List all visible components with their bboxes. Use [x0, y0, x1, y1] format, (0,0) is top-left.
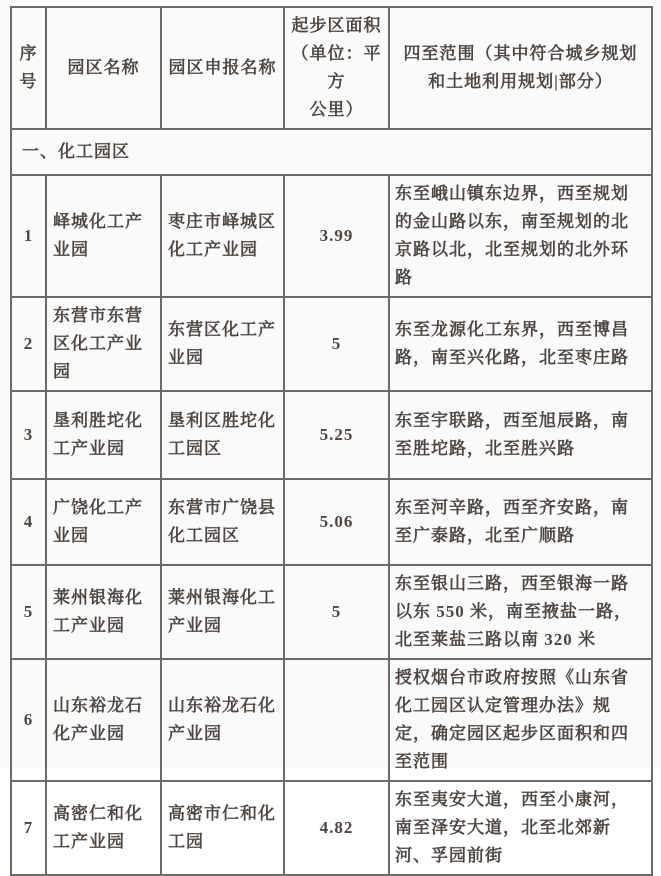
row-no: 7: [11, 781, 46, 875]
boundary-desc: 东至夷安大道，西至小康河，南至泽安大道，北至北郊新河、孚园前街: [389, 781, 652, 875]
boundary-desc: 东至河辛路，西至齐安路，南至广泰路，北至广顺路: [389, 479, 652, 565]
boundary-desc: 东至宇联路，西至旭辰路，南至胜坨路，北至胜兴路: [389, 391, 652, 479]
declared-name: 山东裕龙石化产业园: [161, 659, 284, 781]
row-no: 5: [11, 565, 46, 659]
park-name: 峄城化工产业园: [46, 175, 161, 297]
row-no: 6: [11, 659, 46, 781]
park-name: 广饶化工产业园: [46, 479, 161, 565]
start-area: 5: [284, 565, 389, 659]
section-row: [11, 129, 652, 175]
col-header-no: 序号: [11, 7, 46, 129]
area-header-line1: 起步区面积: [291, 16, 382, 35]
declared-name: 枣庄市峄城区化工产业园: [161, 175, 284, 297]
table-row: [11, 659, 652, 781]
declared-name: 东营市广饶县化工园区: [161, 479, 284, 565]
start-area: 4.82: [284, 781, 389, 875]
row-no: 1: [11, 175, 46, 297]
row-no: 2: [11, 297, 46, 391]
park-name: 高密仁和化工产业园: [46, 781, 161, 875]
declared-name: 莱州银海化工产业园: [161, 565, 284, 659]
col-header-name: 园区名称: [46, 7, 161, 129]
park-name: 垦利胜坨化工产业园: [46, 391, 161, 479]
table-row: [11, 175, 652, 297]
header-row: [11, 7, 652, 129]
boundary-desc: 东至银山三路，西至银海一路以东 550 米，南至掖盐一路，北至莱盐三路以南 320 米: [389, 565, 652, 659]
area-header-line2: （单位：平方: [291, 44, 382, 91]
start-area: 5.06: [284, 479, 389, 565]
boundary-desc: 东至龙源化工东界，西至博昌路，南至兴化路，北至枣庄路: [389, 297, 652, 391]
col-header-boundary: [389, 7, 652, 129]
section-title: 一、化工园区: [11, 129, 652, 175]
table-row: [11, 297, 652, 391]
start-area: [284, 659, 389, 781]
declared-name: 高密市仁和化工园: [161, 781, 284, 875]
park-name: 东营市东营区化工产业园: [46, 297, 161, 391]
boundary-desc: 东至峨山镇东边界，西至规划的金山路以东，南至规划的北京路以北，北至规划的北外环路: [389, 175, 652, 297]
start-area: 5: [284, 297, 389, 391]
col-header-area: [284, 7, 389, 129]
park-name: 山东裕龙石化产业园: [46, 659, 161, 781]
park-name: 莱州银海化工产业园: [46, 565, 161, 659]
row-no: 4: [11, 479, 46, 565]
col-header-declared: 园区申报名称: [161, 7, 284, 129]
row-no: 3: [11, 391, 46, 479]
declared-name: 东营区化工产业园: [161, 297, 284, 391]
boundary-desc: 授权烟台市政府按照《山东省化工园区认定管理办法》规定，确定园区起步区面积和四至范围: [389, 659, 652, 781]
boundary-header-line2: 和土地利用规划|部分）: [428, 72, 613, 91]
table-row: [11, 565, 652, 659]
declared-name: 垦利区胜坨化工园区: [161, 391, 284, 479]
area-header-line3: 公里）: [309, 100, 364, 119]
table-row: [11, 479, 652, 565]
chemical-parks-table: [10, 6, 653, 876]
table-row: [11, 781, 652, 875]
table-row: [11, 391, 652, 479]
start-area: 5.25: [284, 391, 389, 479]
boundary-header-line1: 四至范围（其中符合城乡规划: [403, 44, 638, 63]
start-area: 3.99: [284, 175, 389, 297]
